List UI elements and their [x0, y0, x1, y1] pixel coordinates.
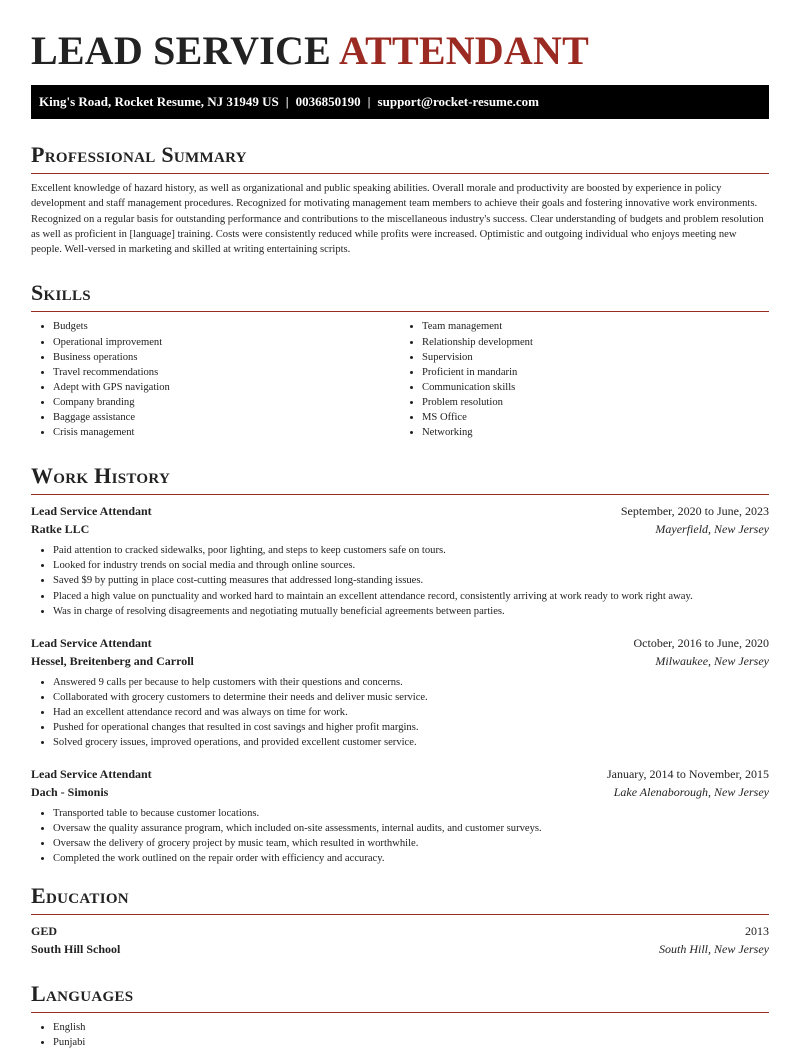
education-location: South Hill, New Jersey — [659, 941, 769, 956]
skill-item: • Relationship development — [422, 335, 769, 350]
contact-bar — [31, 85, 769, 119]
job-bullet: • Answered 9 calls per because to help customers with their questions and concerns. — [53, 675, 769, 690]
job-bullets — [31, 806, 769, 866]
section-title-skills: Skills — [31, 280, 91, 306]
skill-item: • Business operations — [53, 350, 400, 365]
job-bullet: • Oversaw the delivery of grocery project by music team, which resulted in worthwhile. — [53, 836, 769, 851]
job-company: Dach - Simonis — [31, 785, 109, 800]
job-bullet: • Saved $9 by putting in place cost-cutting measures that addressed long-standing issues. — [53, 573, 769, 588]
job-bullet: • Completed the work outlined on the repair order with efficiency and accuracy. — [53, 851, 769, 866]
section-title-work-history: Work History — [31, 463, 171, 489]
title-part-1: LEAD SERVICE — [31, 28, 331, 73]
job-entry — [31, 502, 769, 618]
contact-separator: | — [367, 94, 371, 109]
section-divider — [31, 311, 769, 312]
job-location: Mayerfield, New Jersey — [655, 522, 769, 537]
job-bullet: • Collaborated with grocery customers to determine their needs and deliver music service. — [53, 690, 769, 705]
language-item: • English — [53, 1020, 769, 1035]
education-school: South Hill School — [31, 941, 121, 956]
job-bullet: • Paid attention to cracked sidewalks, poor lighting, and steps to keep customers safe on tours. — [53, 543, 769, 558]
job-bullet: • Solved grocery issues, improved operations, and provided excellent customer service. — [53, 735, 769, 750]
skill-item: • Baggage assistance — [53, 410, 400, 425]
skills-column-left — [31, 319, 400, 440]
education-degree: GED — [31, 923, 58, 938]
job-location: Lake Alenaborough, New Jersey — [613, 785, 769, 800]
skill-item: • Travel recommendations — [53, 365, 400, 380]
job-dates: January, 2014 to November, 2015 — [606, 767, 769, 782]
section-title-languages: Languages — [31, 980, 134, 1006]
job-entry — [31, 765, 769, 866]
skill-item: • Adept with GPS navigation — [53, 380, 400, 395]
skill-item: • Team management — [422, 319, 769, 334]
job-bullets — [31, 675, 769, 750]
job-role: Lead Service Attendant — [31, 635, 152, 650]
education-year: 2013 — [745, 923, 769, 938]
section-divider — [31, 914, 769, 915]
education-entry — [31, 922, 769, 958]
contact-separator: | — [285, 94, 289, 109]
skills-column-right — [400, 319, 769, 440]
skill-item: • Problem resolution — [422, 395, 769, 410]
contact-address: King's Road, Rocket Resume, NJ 31949 US — [39, 94, 279, 109]
job-bullet: • Was in charge of resolving disagreements and negotiating mutually beneficial agreements between parties. — [53, 604, 769, 619]
job-role: Lead Service Attendant — [31, 767, 152, 782]
skill-item: • Budgets — [53, 319, 400, 334]
skill-item: • Operational improvement — [53, 335, 400, 350]
job-bullet: • Looked for industry trends on social media and through online sources. — [53, 558, 769, 573]
section-divider — [31, 173, 769, 174]
skill-item: • Proficient in mandarin — [422, 365, 769, 380]
skill-item: • Crisis management — [53, 425, 400, 440]
job-bullets — [31, 543, 769, 618]
job-bullet: • Placed a high value on punctuality and worked hard to maintain an excellent attendance record, consistently arriving at work ready to work right away. — [53, 589, 769, 604]
job-bullet: • Had an excellent attendance record and was always on time for work. — [53, 705, 769, 720]
job-entry — [31, 634, 769, 750]
section-title-education: Education — [31, 882, 129, 908]
job-bullet: • Pushed for operational changes that resulted in cost savings and higher profit margins. — [53, 720, 769, 735]
skill-item: • Company branding — [53, 395, 400, 410]
section-divider — [31, 1012, 769, 1013]
skill-item: • Supervision — [422, 350, 769, 365]
job-dates: September, 2020 to June, 2023 — [620, 504, 769, 519]
title-part-2: ATTENDANT — [338, 28, 589, 73]
resume-title — [31, 28, 769, 74]
language-item: • Punjabi — [53, 1035, 769, 1050]
job-location: Milwaukee, New Jersey — [655, 653, 769, 668]
section-title-summary: Professional Summary — [31, 142, 247, 167]
contact-phone: 0036850190 — [295, 94, 361, 109]
skill-item: • Networking — [422, 425, 769, 440]
job-bullet: • Oversaw the quality assurance program, which included on-site assessments, internal audits, and customer surveys. — [53, 821, 769, 836]
skill-item: • MS Office — [422, 410, 769, 425]
job-company: Ratke LLC — [31, 522, 90, 537]
job-bullet: • Transported table to because customer locations. — [53, 806, 769, 821]
contact-email: support@rocket-resume.com — [377, 94, 539, 109]
job-role: Lead Service Attendant — [31, 504, 152, 519]
skill-item: • Communication skills — [422, 380, 769, 395]
summary-text: Excellent knowledge of hazard history, as well as organizational and public speaking abilities. Overall morale and productivity are boosted by experience in policy development and staff management procedures. Recognized for motivating management team members to achieve their goals and fostering innovative work environments. Recognized on a regular basis for outstanding performance and contributions to the miscellaneous industry's success. Clear understanding of budgets and problem resolution as well as proficient in [language] training. Costs were consistently reduced while profits were increased. Optimistic and outgoing individual who enjoys meeting new people. Well-versed in marketing and skilled at writing entertaining scripts. — [31, 183, 764, 256]
job-company: Hessel, Breitenberg and Carroll — [31, 653, 194, 668]
job-dates: October, 2016 to June, 2020 — [633, 635, 769, 650]
section-divider — [31, 494, 769, 495]
skills-list — [31, 319, 769, 440]
